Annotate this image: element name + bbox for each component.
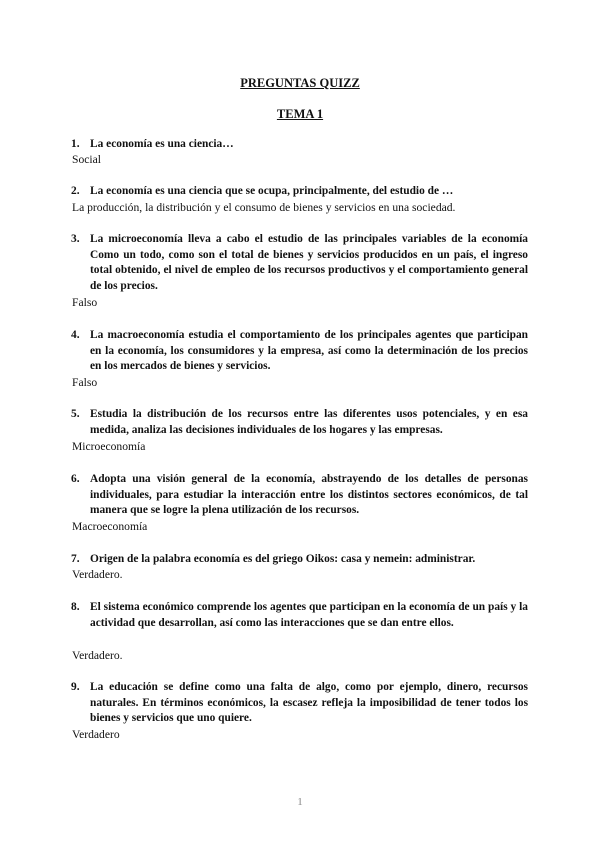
page-number: 1 <box>297 796 303 808</box>
question-number: 4. <box>71 329 80 341</box>
question-text: El sistema económico comprende los agentes que participan en la economía de un país y la actividad que desarrollan, así como las interacciones que se dan entre ellos. <box>90 601 528 629</box>
answer-5: Microeconomía <box>72 440 146 453</box>
question-text: La educación se define como una falta de algo, como por ejemplo, dinero, recursos naturales. En términos económicos, la escasez refleja la imposibilidad de tener todos los bienes y servicios que uno quiere. <box>90 681 528 724</box>
question-text: La macroeconomía estudia el comportamiento de los principales agentes que participan en la economía, los consumidores y la empresa, así como la determinación de los precios en los mercados de bienes y servicios. <box>90 329 528 372</box>
question-5 <box>71 407 528 438</box>
question-number: 6. <box>71 473 80 485</box>
question-4 <box>71 328 528 375</box>
question-9 <box>71 680 528 727</box>
question-number: 8. <box>71 601 80 613</box>
answer-3: Falso <box>72 296 98 309</box>
answer-6: Macroeconomía <box>72 520 148 533</box>
question-8 <box>71 600 528 631</box>
question-number: 3. <box>71 233 80 245</box>
question-text: Estudia la distribución de los recursos entre las diferentes usos potenciales, y en esa medida, analiza las decisiones individuales de los hogares y las empresas. <box>90 408 528 436</box>
question-7 <box>71 552 528 568</box>
question-number: 7. <box>71 553 80 565</box>
answer-7: Verdadero. <box>72 568 123 581</box>
question-number: 5. <box>71 408 80 420</box>
question-text: Origen de la palabra economía es del griego Oikos: casa y nemein: administrar. <box>90 553 476 565</box>
question-number: 1. <box>71 138 80 150</box>
question-number: 9. <box>71 681 80 693</box>
question-1 <box>71 137 528 153</box>
question-3 <box>71 232 528 294</box>
question-2 <box>71 184 528 200</box>
answer-2: La producción, la distribución y el consumo de bienes y servicios en una sociedad. <box>72 201 456 214</box>
answer-4: Falso <box>72 376 98 389</box>
document-title: PREGUNTAS QUIZZ <box>240 76 360 90</box>
answer-8: Verdadero. <box>72 649 123 662</box>
question-text: Adopta una visión general de la economía, abstrayendo de los detalles de personas individuales, para estudiar la interacción entre los distintos sectores económicos, de tal manera que se logre la plena utilización de los recursos. <box>90 473 528 516</box>
answer-1: Social <box>72 153 101 166</box>
document-subtitle: TEMA 1 <box>276 107 324 121</box>
answer-9: Verdadero <box>72 728 120 741</box>
question-text: La economía es una ciencia… <box>90 138 234 150</box>
question-text: La microeconomía lleva a cabo el estudio de las principales variables de la economía Como un todo, como son el total de bienes y servicios producidos en un país, el ingreso total obtenido, el nivel de empleo de los recursos productivos y el comportamiento general de los precios. <box>90 233 528 292</box>
question-text: La economía es una ciencia que se ocupa, principalmente, del estudio de … <box>90 185 454 197</box>
question-6 <box>71 472 528 519</box>
question-number: 2. <box>71 185 80 197</box>
